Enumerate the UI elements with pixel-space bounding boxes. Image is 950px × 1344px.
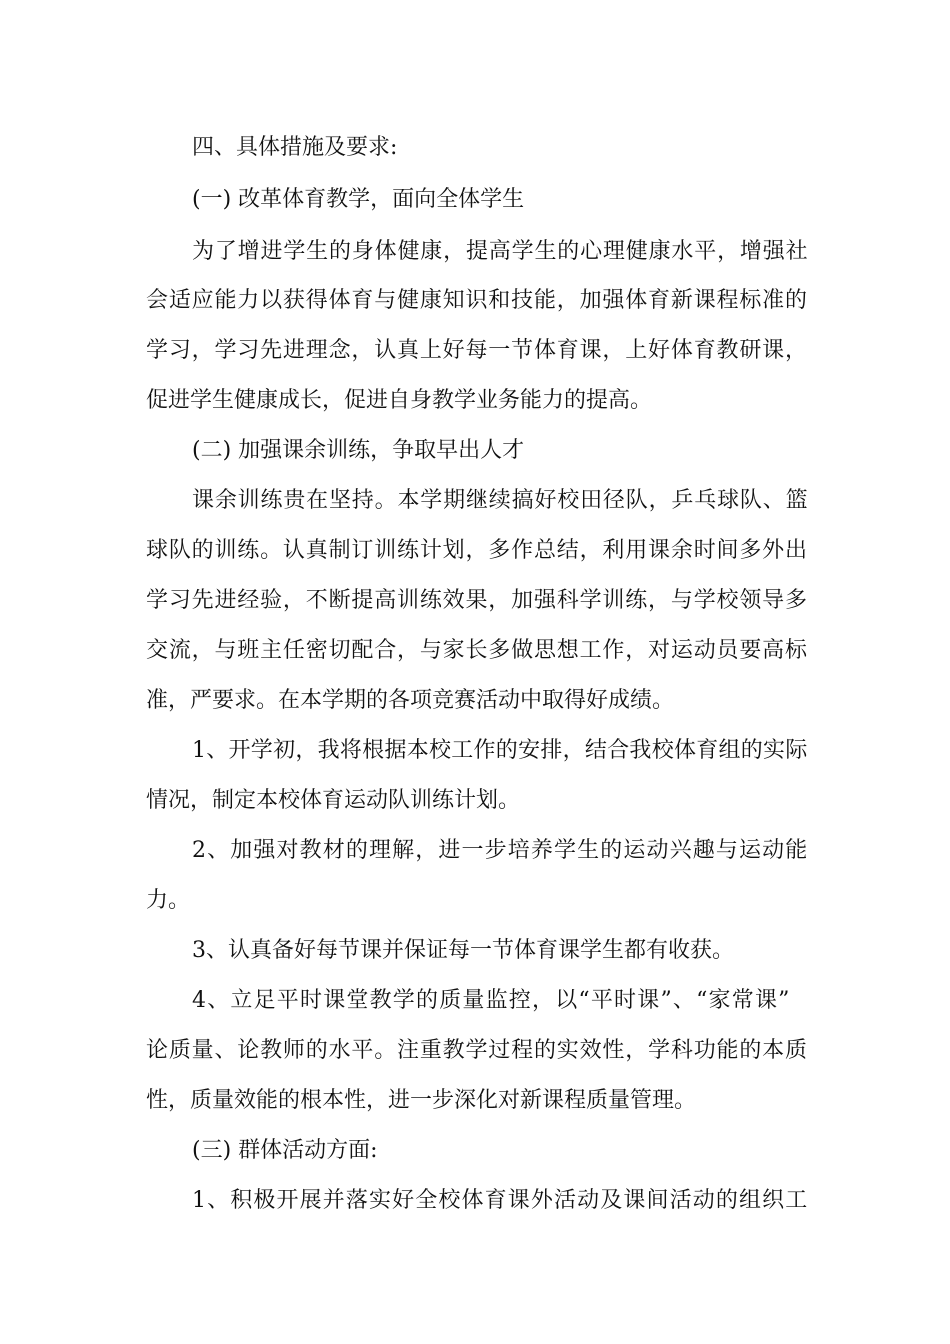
paragraph-line: 球队的训练。认真制订训练计划，多作总结，利用课余时间多外出 — [146, 538, 808, 563]
list-item-line: 力。 — [146, 888, 191, 913]
paragraph-line: 促进学生健康成长，促进自身教学业务能力的提高。 — [146, 388, 653, 413]
list-item-line: 2、加强对教材的理解，进一步培养学生的运动兴趣与运动能 — [192, 838, 809, 863]
paragraph-line: 交流，与班主任密切配合，与家长多做思想工作，对运动员要高标 — [146, 638, 808, 663]
list-item-line: 情况，制定本校体育运动队训练计划。 — [146, 788, 521, 813]
subsection-title-3: (三) 群体活动方面: — [192, 1138, 378, 1163]
section-heading: 四、具体措施及要求: — [192, 135, 398, 160]
paragraph-line: 学习，学习先进理念，认真上好每一节体育课，上好体育教研课， — [146, 338, 808, 363]
list-item-line: 论质量、论教师的水平。注重教学过程的实效性，学科功能的本质 — [146, 1038, 808, 1063]
list-item-line: 4、立足平时课堂教学的质量监控，以“平时课”、“家常课” — [192, 988, 791, 1013]
paragraph-line: 学习先进经验，不断提高训练效果，加强科学训练，与学校领导多 — [146, 588, 808, 613]
paragraph-line: 课余训练贵在坚持。本学期继续搞好校田径队，乒乓球队、篮 — [192, 488, 809, 513]
list-item-line: 性，质量效能的根本性，进一步深化对新课程质量管理。 — [146, 1088, 697, 1113]
list-item-line: 1、积极开展并落实好全校体育课外活动及课间活动的组织工 — [192, 1188, 809, 1213]
paragraph-line: 为了增进学生的身体健康，提高学生的心理健康水平，增强社 — [192, 239, 809, 264]
list-item-line: 3、认真备好每节课并保证每一节体育课学生都有收获。 — [192, 938, 734, 963]
subsection-title-1: (一) 改革体育教学，面向全体学生 — [192, 187, 525, 212]
list-item-line: 1、开学初，我将根据本校工作的安排，结合我校体育组的实际 — [192, 738, 808, 763]
subsection-title-2: (二) 加强课余训练，争取早出人才 — [192, 438, 525, 463]
paragraph-line: 会适应能力以获得体育与健康知识和技能，加强体育新课程标准的 — [146, 288, 808, 313]
paragraph-line: 准，严要求。在本学期的各项竞赛活动中取得好成绩。 — [146, 688, 675, 713]
